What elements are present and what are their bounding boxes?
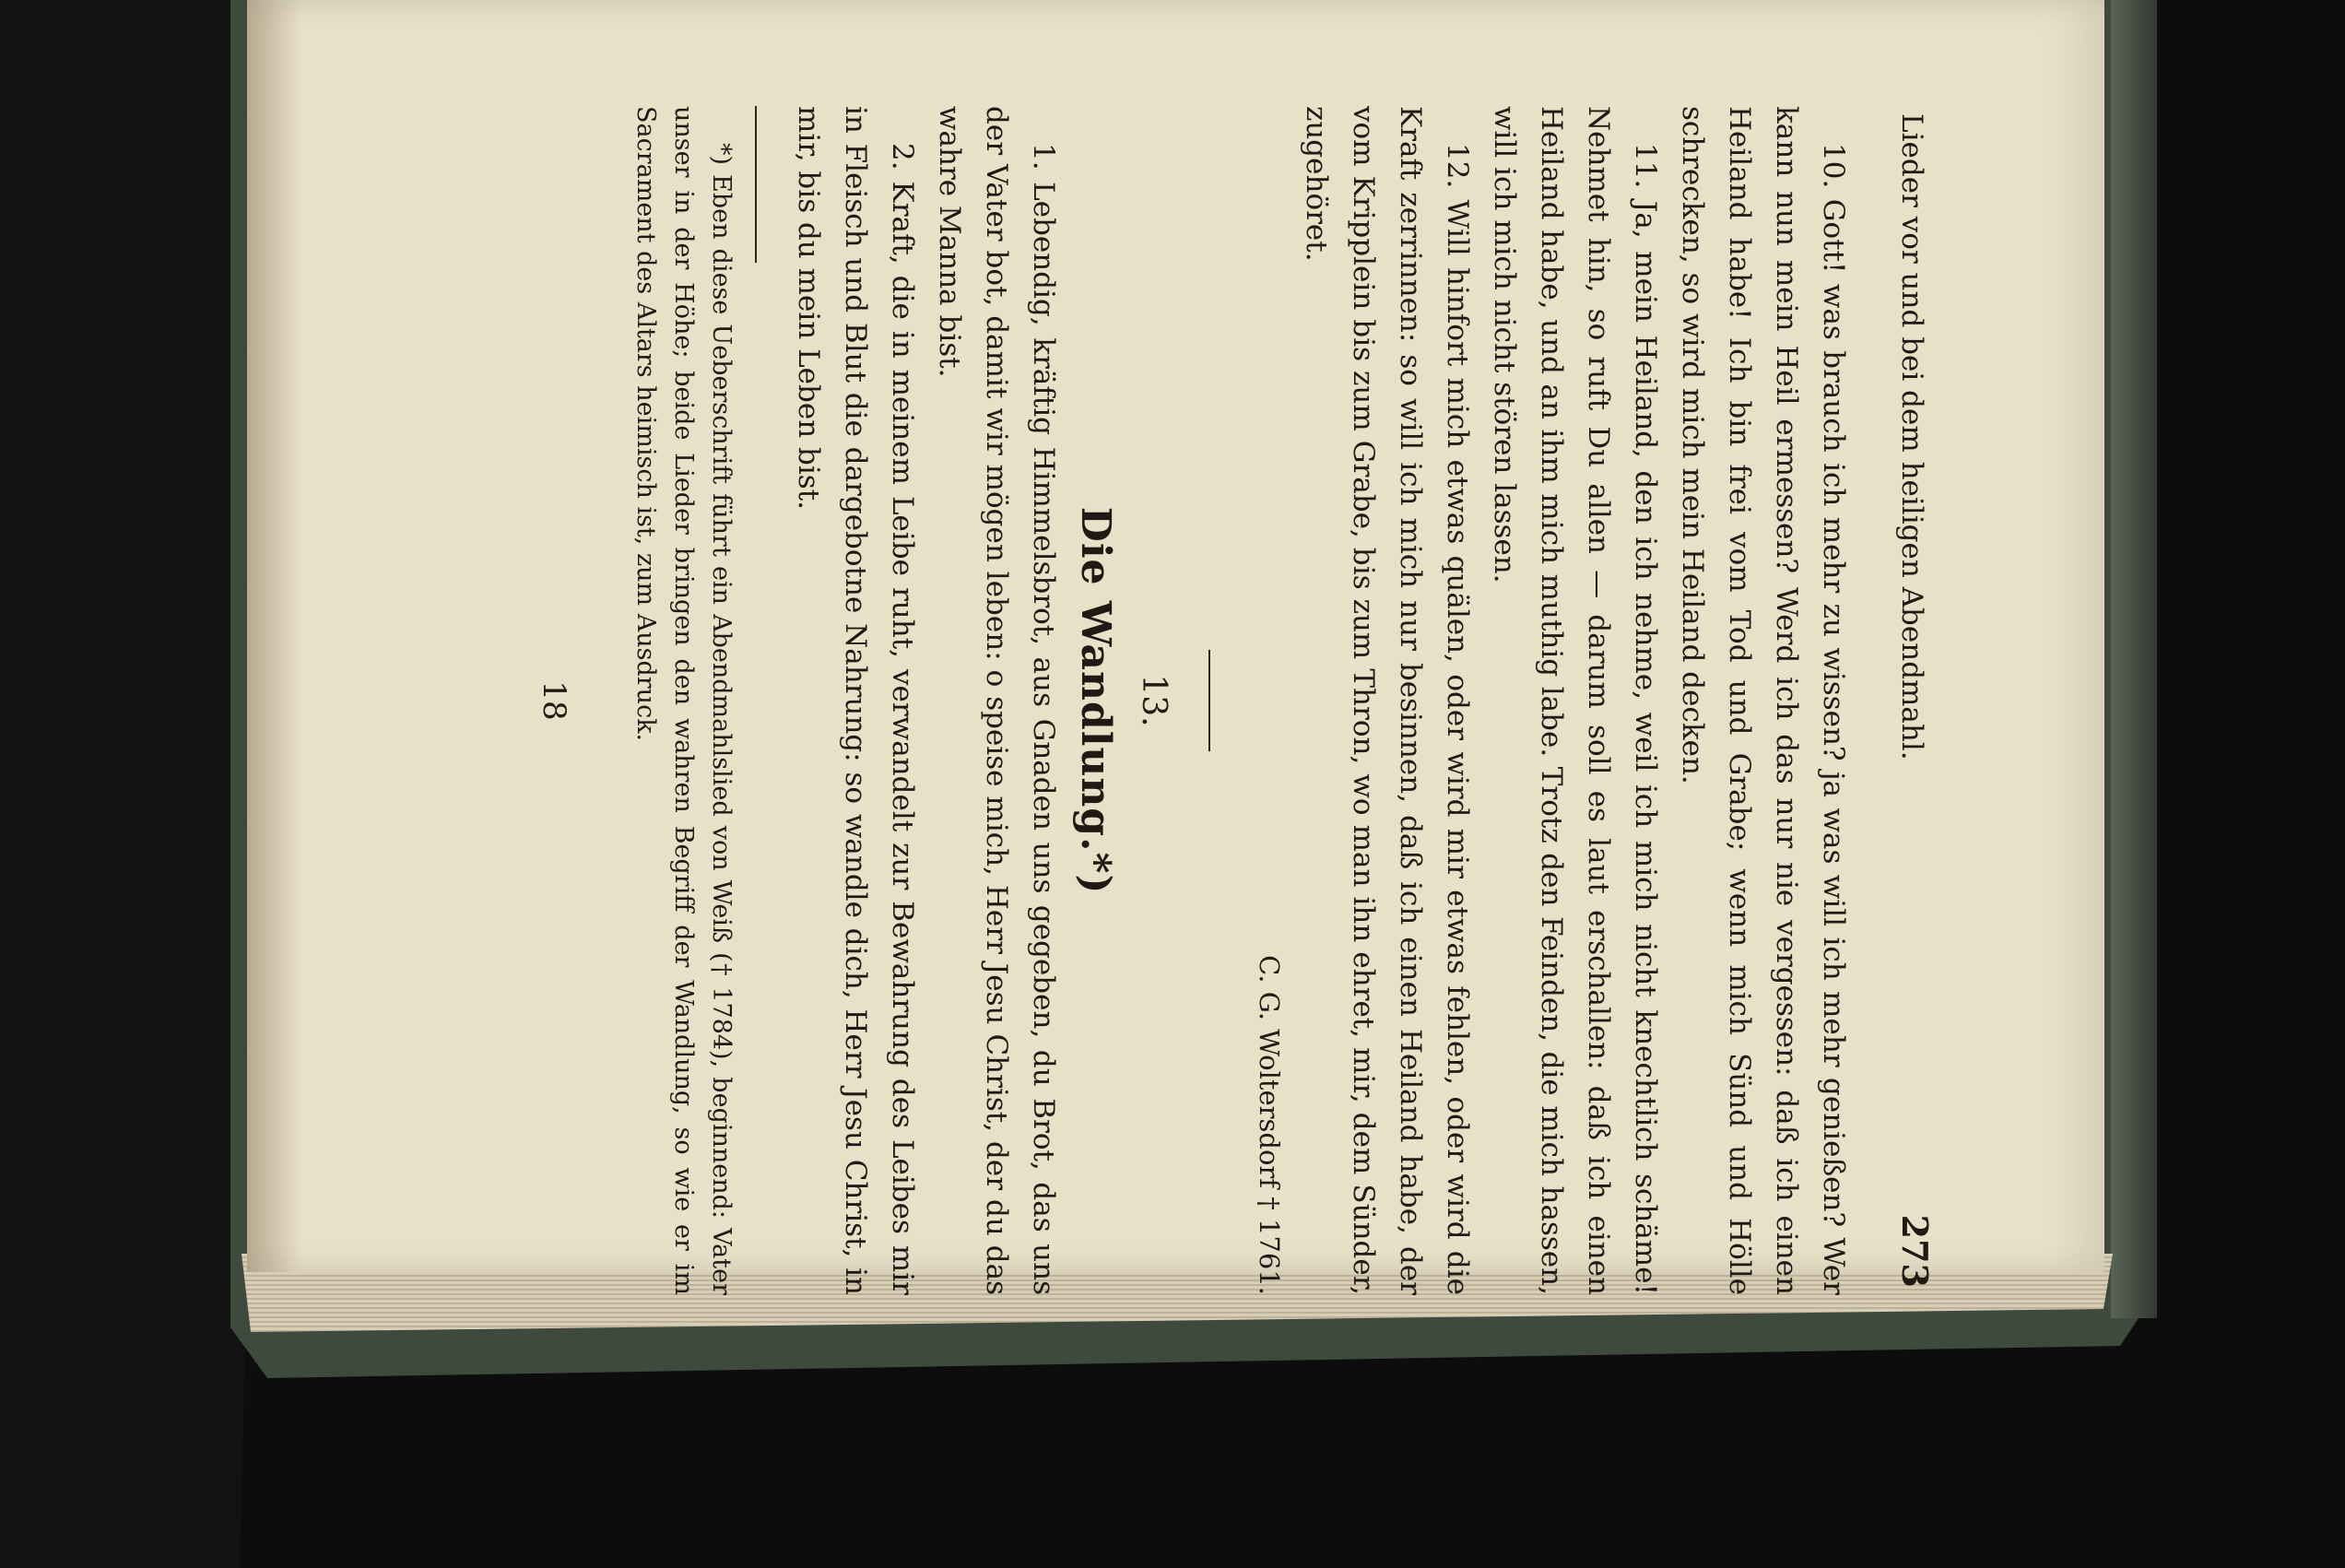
author-signature: C. G. Woltersdorf † 1761. — [1254, 955, 1285, 1295]
hymn-title: Die Wandlung.*) — [1072, 506, 1119, 895]
footnote-divider — [755, 106, 757, 263]
page-header — [1888, 106, 1938, 1295]
page-number: 273 — [1894, 1214, 1936, 1288]
hymn-number: 13. — [1135, 674, 1172, 727]
page-text-block — [501, 106, 1938, 1295]
running-head: Lieder vor und bei dem heiligen Abendmahl. — [1895, 113, 1928, 760]
verse-11: 11. Ja, mein Heiland, den ich nehme, weil ich mich nicht knechtlich schäme! Nehmet hin, so ruft Du allen — darum soll es laut erschallen: daß ich einen Heiland habe, und an ihm mich muthig labe. Trotz den Feinden, die mich hassen, will ich mich nicht stören lassen. — [1488, 106, 1662, 1295]
book-spine-edge — [2111, 0, 2157, 1318]
section-divider — [1208, 650, 1210, 751]
verse-12: 12. Will hinfort mich etwas quälen, oder wird mir etwas fehlen, oder wird die Kraft zerrinnen: so will ich mich nur besinnen, daß ich einen Heiland habe, der vom Kripplein bis zum Grabe, bis zum Thron, wo man ihn ehret, mir, dem Sünder, zugehöret. — [1300, 106, 1474, 1295]
verse-1: 1. Lebendig, kräftig Himmelsbrot, aus Gnaden uns gegeben, du Brot, das uns der Vater bot, damit wir mögen leben: o speise mich, Herr Jesu Christ, der du das wahre Manna bist. — [933, 106, 1060, 1295]
verse-2: 2. Kraft, die in meinem Leibe ruht, verwandelt zur Bewahrung des Leibes mir in Fleisch und Blut die dargebotne Nahrung: so wandle dich, Herr Jesu Christ, in mir, bis du mein Leben bist. — [792, 106, 919, 1295]
verse-10: 10. Gott! was brauch ich mehr zu wissen? ja was will ich mehr genießen? Wer kann nun mein Heil ermessen? Werd ich das nur nie vergessen: daß ich einen Heiland habe! Ich bin frei vom Tod und Grabe; wenn mich Sünd und Hölle schrecken, so wird mich mein Heiland decken. — [1676, 106, 1850, 1295]
page-gutter-shadow — [247, 0, 302, 1272]
signature-mark: 18 — [536, 680, 572, 721]
footnote: *) Eben diese Ueberschrift führt ein Abendmahlslied von Weiß († 1784), beginnend: Vater unser in der Höhe; beide Lieder bringen den wahren Begriff der Wandlung, so wie er im Sacrament des Altars heimisch ist, zum Ausdruck. — [631, 106, 736, 1295]
